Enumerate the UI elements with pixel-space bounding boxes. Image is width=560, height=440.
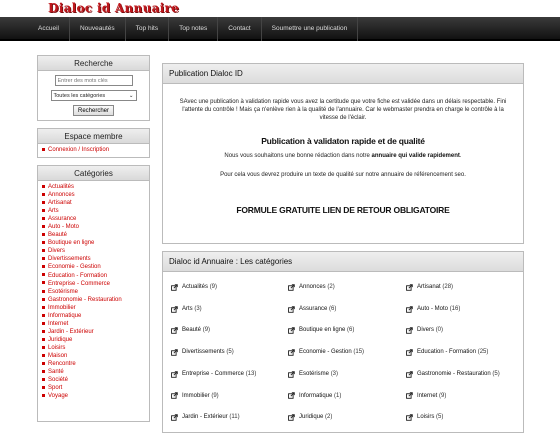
category-grid-item[interactable]: [171, 280, 288, 300]
category-count: (5): [226, 349, 234, 356]
publication-text-after: .: [459, 153, 462, 159]
sidebar-category-link[interactable]: [42, 280, 145, 288]
external-link-icon: [171, 283, 178, 290]
external-link-icon: [171, 305, 178, 312]
category-count: (5): [436, 414, 444, 421]
login-link[interactable]: Connexion / Inscription: [48, 147, 110, 153]
sidebar-category-link[interactable]: [42, 288, 145, 296]
category-grid-label[interactable]: Entreprise - Commerce: [182, 370, 245, 377]
sidebar-category-link[interactable]: [42, 344, 145, 352]
bullet-icon: [42, 290, 45, 293]
sidebar-category-label: Economie - Gestion: [48, 264, 101, 271]
category-grid-label[interactable]: Esotérisme: [299, 370, 330, 377]
category-count: (5): [492, 370, 500, 377]
sidebar-category-label: Gastronomie - Restauration: [48, 296, 122, 303]
category-grid-item[interactable]: [288, 345, 406, 365]
publication-panel: [162, 63, 524, 244]
main-nav: [0, 17, 560, 41]
site-logo[interactable]: Dialoc id Annuaire: [48, 1, 180, 15]
external-link-icon: [406, 413, 413, 420]
category-grid-item[interactable]: [288, 302, 406, 322]
bullet-icon: [42, 148, 45, 151]
external-link-icon: [171, 348, 178, 355]
nav-item[interactable]: Accueil: [28, 17, 70, 41]
sidebar-category-link[interactable]: [42, 255, 145, 263]
category-select[interactable]: [51, 90, 137, 101]
category-count: (16): [449, 305, 461, 312]
category-count: (9): [209, 284, 218, 290]
sidebar-category-label: Loisirs: [48, 344, 66, 351]
nav-item[interactable]: Nouveautés: [70, 17, 126, 41]
search-box-title: Recherche: [38, 56, 149, 71]
category-grid-item[interactable]: [406, 323, 516, 343]
category-grid-label[interactable]: Education - Formation: [417, 349, 477, 356]
category-count: (0): [435, 327, 444, 334]
category-grid-item[interactable]: [288, 323, 406, 343]
sidebar-category-link[interactable]: [42, 392, 145, 400]
external-link-icon: [288, 391, 295, 398]
category-grid-label[interactable]: Loisirs: [417, 414, 435, 421]
bullet-icon: [42, 217, 45, 220]
category-grid-label[interactable]: Artisanat: [417, 284, 441, 290]
category-count: (15): [353, 349, 365, 356]
external-link-icon: [406, 370, 413, 377]
sidebar-category-link[interactable]: [42, 215, 145, 223]
external-link-icon: [288, 413, 295, 420]
bullet-icon: [42, 281, 45, 284]
search-button[interactable]: Rechercher: [73, 105, 114, 116]
sidebar-category-label: Informatique: [48, 312, 82, 319]
bullet-icon: [42, 185, 45, 188]
sidebar-category-label: Maison: [48, 352, 68, 359]
publication-text-2: Pour cela vous devrez produire un texte de qualité sur notre annuaire de référencement seo.: [220, 172, 466, 178]
category-grid-item[interactable]: [171, 302, 288, 322]
sidebar-category-label: Rencontre: [48, 361, 76, 368]
sidebar-category-label: Jardin - Extérieur: [48, 328, 94, 335]
external-link-icon: [406, 326, 413, 333]
sidebar-category-label: Voyage: [48, 393, 69, 400]
external-link-icon: [406, 391, 413, 398]
publication-formula: FORMULE GRATUITE LIEN DE RETOUR OBLIGATOIRE: [236, 205, 450, 215]
category-grid-item[interactable]: [406, 367, 516, 387]
external-link-icon: [288, 326, 295, 333]
bullet-icon: [42, 346, 45, 349]
sidebar-category-label: Beauté: [48, 232, 68, 239]
sidebar-category-label: Actualités: [48, 184, 75, 190]
sidebar-category-link[interactable]: [42, 191, 145, 199]
sidebar-category-link[interactable]: [42, 207, 145, 215]
category-grid-label[interactable]: Arts: [182, 305, 193, 312]
chevron-down-icon: ⌄: [128, 92, 134, 99]
category-count: (9): [202, 327, 211, 334]
nav-item[interactable]: Top hits: [126, 17, 169, 41]
category-count: (9): [211, 392, 219, 399]
category-count: (28): [442, 284, 454, 290]
bullet-icon: [42, 193, 45, 196]
category-grid-label[interactable]: Actualités: [182, 284, 209, 290]
publication-text-before: Nous vous souhaitons une bonne rédaction dans notre: [224, 153, 372, 159]
external-link-icon: [171, 370, 178, 377]
category-grid-item[interactable]: [406, 389, 516, 409]
external-link-icon: [288, 283, 295, 290]
categories-panel-title: Dialoc id Annuaire : Les catégories: [163, 252, 523, 272]
category-count: (13): [245, 370, 257, 377]
category-count: (6): [329, 305, 337, 312]
nav-item[interactable]: Soumettre une publication: [262, 17, 359, 41]
sidebar-category-link[interactable]: [42, 304, 145, 312]
category-count: (2): [325, 414, 333, 421]
member-box: [37, 128, 150, 158]
sidebar-category-link[interactable]: [42, 336, 145, 344]
sidebar-category-label: Boutique en ligne: [48, 240, 95, 247]
sidebar-category-label: Assurance: [48, 216, 77, 223]
sidebar-category-label: Internet: [48, 320, 69, 327]
bullet-icon: [42, 225, 45, 228]
sidebar-category-link[interactable]: [42, 328, 145, 336]
category-count: (3): [330, 370, 339, 377]
sidebar-category-label: Sport: [48, 385, 63, 392]
external-link-icon: [406, 348, 413, 355]
bullet-icon: [42, 241, 45, 244]
publication-text: [173, 153, 513, 159]
category-grid-item[interactable]: [171, 323, 288, 343]
bullet-icon: [42, 362, 45, 365]
sidebar-category-label: Juridique: [48, 336, 73, 343]
bullet-icon: [42, 322, 45, 325]
category-grid-label[interactable]: Informatique: [299, 392, 333, 399]
header: [0, 0, 560, 17]
sidebar-category-link[interactable]: [42, 223, 145, 231]
publication-intro: SAvec une publication à validation rapide vous avez la certitude que votre fiche est validée dans un délais respectable. Fini l'attente du contrôle ! Mais ça n'enlève rien à la qualité de l'annuaire. Car le webmaster prendra en charge le contrôle à la vitesse de l'éclair.: [179, 99, 507, 121]
category-grid-label[interactable]: Gastronomie - Restauration: [417, 370, 491, 377]
category-grid-label[interactable]: Boutique en ligne: [299, 327, 346, 334]
publication-subtitle: Publication à validaton rapide et de qualité: [261, 136, 425, 146]
category-grid-item[interactable]: [288, 367, 406, 387]
sidebar-category-label: Artisanat: [48, 200, 72, 207]
nav-item[interactable]: Top notes: [169, 17, 218, 41]
external-link-icon: [406, 283, 413, 290]
categories-box: [37, 165, 150, 422]
sidebar-category-label: Santé: [48, 369, 64, 376]
category-grid-item[interactable]: [171, 389, 288, 409]
publication-title: Publication Dialoc ID: [163, 64, 523, 84]
category-grid-item[interactable]: [406, 410, 516, 430]
sidebar-category-label: Arts: [48, 208, 59, 215]
category-grid-label[interactable]: Internet: [417, 392, 438, 399]
category-grid-label[interactable]: Jardin - Extérieur: [182, 414, 228, 421]
category-grid-label[interactable]: Auto - Moto: [417, 305, 449, 312]
sidebar-category-link[interactable]: [42, 263, 145, 271]
sidebar-category-label: Esotérisme: [48, 288, 79, 295]
category-grid-label[interactable]: Divers: [417, 327, 435, 334]
sidebar-category-label: Société: [48, 377, 69, 384]
bullet-icon: [42, 354, 45, 357]
external-link-icon: [171, 391, 178, 398]
bullet-icon: [42, 249, 45, 252]
nav-item[interactable]: Contact: [218, 17, 261, 41]
bullet-icon: [42, 330, 45, 333]
category-grid-item[interactable]: [406, 345, 516, 365]
bullet-icon: [42, 209, 45, 212]
sidebar-category-link[interactable]: [42, 199, 145, 207]
bullet-icon: [42, 273, 45, 276]
category-count: (9): [439, 392, 447, 399]
sidebar-category-label: Education - Formation: [48, 272, 108, 279]
sidebar-category-link[interactable]: [42, 183, 145, 191]
category-count: (1): [334, 392, 342, 399]
category-grid-item[interactable]: [171, 345, 288, 365]
bullet-icon: [42, 370, 45, 373]
external-link-icon: [406, 305, 413, 312]
external-link-icon: [288, 370, 295, 377]
category-count: (3): [194, 305, 202, 312]
sidebar-category-link[interactable]: [42, 320, 145, 328]
bullet-icon: [42, 298, 45, 301]
category-grid-label[interactable]: Immobilier: [182, 392, 210, 399]
category-count: (25): [477, 349, 489, 356]
sidebar-category-label: Entreprise - Commerce: [48, 280, 111, 287]
category-grid-label[interactable]: Annonces: [299, 284, 326, 290]
sidebar-category-link[interactable]: [42, 352, 145, 360]
category-count: (11): [229, 414, 240, 421]
category-count: (6): [347, 327, 355, 334]
category-grid-item[interactable]: [288, 410, 406, 430]
main-content: [162, 63, 524, 440]
search-box: [37, 55, 150, 121]
category-grid-item[interactable]: [171, 367, 288, 387]
external-link-icon: [288, 305, 295, 312]
sidebar-category-label: Divertissements: [48, 256, 91, 263]
sidebar-category-link[interactable]: [42, 296, 145, 304]
bullet-icon: [42, 257, 45, 260]
categories-box-title: Catégories: [38, 166, 149, 181]
sidebar-category-link[interactable]: [42, 239, 145, 247]
category-select-value: Toutes les catégories: [53, 92, 106, 99]
sidebar-category-link[interactable]: [42, 360, 145, 368]
bullet-icon: [42, 378, 45, 381]
category-grid-item[interactable]: [288, 280, 406, 300]
bullet-icon: [42, 233, 45, 236]
sidebar-category-link[interactable]: [42, 376, 145, 384]
sidebar-category-link[interactable]: [42, 247, 145, 255]
bullet-icon: [42, 386, 45, 389]
category-grid-label[interactable]: Beauté: [182, 327, 202, 334]
sidebar-category-label: Annonces: [48, 192, 75, 199]
sidebar: [37, 55, 150, 429]
category-grid-label[interactable]: Assurance: [299, 305, 328, 312]
sidebar-category-link[interactable]: [42, 272, 145, 280]
category-grid-label[interactable]: Juridique: [299, 414, 324, 421]
bullet-icon: [42, 394, 45, 397]
bullet-icon: [42, 201, 45, 204]
external-link-icon: [171, 326, 178, 333]
bullet-icon: [42, 306, 45, 309]
category-count: (2): [327, 284, 335, 290]
category-grid-item[interactable]: [406, 302, 516, 322]
sidebar-category-label: Immobilier: [48, 304, 76, 311]
sidebar-category-link[interactable]: [42, 384, 145, 392]
sidebar-category-link[interactable]: [42, 312, 145, 320]
category-grid-item[interactable]: [171, 410, 288, 430]
external-link-icon: [171, 413, 178, 420]
categories-panel: [162, 251, 524, 433]
category-grid-label[interactable]: Economie - Gestion: [299, 349, 352, 356]
search-input[interactable]: [55, 75, 133, 86]
bullet-icon: [42, 265, 45, 268]
category-grid-item[interactable]: [288, 389, 406, 409]
bullet-icon: [42, 314, 45, 317]
category-grid-label[interactable]: Divertissements: [182, 349, 225, 356]
category-grid-item[interactable]: [406, 280, 516, 300]
external-link-icon: [288, 348, 295, 355]
bullet-icon: [42, 338, 45, 341]
sidebar-category-link[interactable]: [42, 368, 145, 376]
sidebar-category-label: Auto - Moto: [48, 224, 80, 231]
publication-text-bold: annuaire qui valide rapidement: [371, 153, 460, 159]
sidebar-category-label: Divers: [48, 248, 66, 255]
sidebar-category-link[interactable]: [42, 231, 145, 239]
member-box-title: Espace membre: [38, 129, 149, 144]
